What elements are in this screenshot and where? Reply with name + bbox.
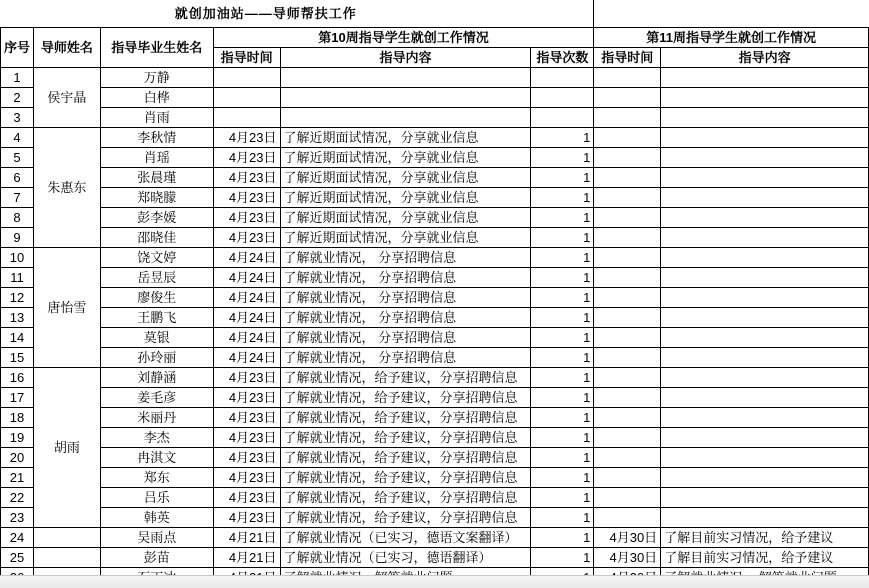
guidance-count-cell[interactable]: 1 xyxy=(531,368,594,388)
guidance-time-week11-cell[interactable] xyxy=(594,408,661,428)
guidance-time-week11-cell[interactable] xyxy=(594,288,661,308)
sheet-title[interactable]: 就创加油站——导师帮扶工作 xyxy=(1,0,531,28)
guidance-content-week11-cell[interactable] xyxy=(661,348,869,368)
guidance-time-week11-cell[interactable] xyxy=(594,328,661,348)
table-row xyxy=(1,488,869,508)
guidance-content-cell[interactable]: 了解就业情况， 分享招聘信息 xyxy=(280,268,531,288)
table-row xyxy=(1,448,869,468)
table-row xyxy=(1,208,869,228)
guidance-time-cell[interactable]: 4月24日 xyxy=(213,348,280,368)
guidance-content-cell[interactable]: 了解就业情况， 分享招聘信息 xyxy=(280,288,531,308)
guidance-time-week11-cell[interactable] xyxy=(594,188,661,208)
student-name-cell[interactable]: 饶文婷 xyxy=(100,248,213,268)
guidance-count-cell[interactable]: 1 xyxy=(531,428,594,448)
student-name-cell[interactable]: 莫银 xyxy=(100,328,213,348)
guidance-content-cell[interactable]: 了解就业情况（已实习，德语翻译） xyxy=(280,548,531,568)
header-seq[interactable]: 序号 xyxy=(1,28,34,68)
guidance-content-week11-cell[interactable] xyxy=(661,388,869,408)
guidance-time-week11-cell[interactable] xyxy=(594,468,661,488)
guidance-time-cell[interactable]: 4月23日 xyxy=(213,168,280,188)
guidance-time-week11-cell[interactable] xyxy=(594,168,661,188)
guidance-content-week11-cell[interactable] xyxy=(661,128,869,148)
guidance-content-cell[interactable]: 了解近期面试情况，分享就业信息 xyxy=(280,228,531,248)
guidance-time-week11-cell[interactable] xyxy=(594,508,661,528)
guidance-time-week11-cell[interactable] xyxy=(594,208,661,228)
guidance-count-cell[interactable]: 1 xyxy=(531,188,594,208)
header-count[interactable]: 指导次数 xyxy=(531,48,594,68)
seq-cell[interactable]: 22 xyxy=(1,488,34,508)
guidance-time-week11-cell[interactable]: 4月30日 xyxy=(594,528,661,548)
guidance-content-week11-cell[interactable] xyxy=(661,468,869,488)
guidance-count-cell[interactable]: 1 xyxy=(531,328,594,348)
seq-cell[interactable]: 25 xyxy=(1,548,34,568)
seq-cell[interactable]: 7 xyxy=(1,188,34,208)
guidance-time-cell[interactable] xyxy=(213,68,280,88)
seq-cell[interactable]: 19 xyxy=(1,428,34,448)
guidance-time-cell[interactable]: 4月23日 xyxy=(213,128,280,148)
header-time[interactable]: 指导时间 xyxy=(213,48,280,68)
guidance-count-cell[interactable]: 1 xyxy=(531,448,594,468)
seq-cell[interactable]: 15 xyxy=(1,348,34,368)
student-name-cell[interactable]: 王鹏飞 xyxy=(100,308,213,328)
guidance-count-cell[interactable] xyxy=(531,88,594,108)
guidance-time-cell[interactable]: 4月24日 xyxy=(213,248,280,268)
seq-cell[interactable]: 6 xyxy=(1,168,34,188)
guidance-time-cell[interactable]: 4月23日 xyxy=(213,228,280,248)
guidance-content-cell[interactable]: 了解就业情况，给予建议，分享招聘信息 xyxy=(280,508,531,528)
student-name-cell[interactable]: 姜毛彦 xyxy=(100,388,213,408)
guidance-time-cell[interactable]: 4月23日 xyxy=(213,368,280,388)
student-name-cell[interactable]: 廖俊生 xyxy=(100,288,213,308)
seq-cell[interactable]: 13 xyxy=(1,308,34,328)
guidance-content-cell[interactable] xyxy=(280,88,531,108)
guidance-time-cell[interactable] xyxy=(213,88,280,108)
table-row xyxy=(1,228,869,248)
guidance-time-week11-cell[interactable] xyxy=(594,488,661,508)
guidance-time-cell[interactable] xyxy=(213,108,280,128)
guidance-time-week11-cell[interactable] xyxy=(594,348,661,368)
guidance-count-cell[interactable]: 1 xyxy=(531,128,594,148)
guidance-time-week11-cell[interactable] xyxy=(594,368,661,388)
guidance-content-week11-cell[interactable] xyxy=(661,88,869,108)
table-row xyxy=(1,508,869,528)
guidance-content-cell[interactable]: 了解就业情况，给予建议，分享招聘信息 xyxy=(280,488,531,508)
guidance-content-cell[interactable]: 了解近期面试情况，分享就业信息 xyxy=(280,188,531,208)
guidance-time-week11-cell[interactable] xyxy=(594,268,661,288)
guidance-content-week11-cell[interactable] xyxy=(661,428,869,448)
seq-cell[interactable]: 24 xyxy=(1,528,34,548)
table-row xyxy=(1,248,869,268)
guidance-time-cell[interactable]: 4月23日 xyxy=(213,428,280,448)
guidance-content-week11-cell[interactable] xyxy=(661,188,869,208)
table-row xyxy=(1,388,869,408)
table-row xyxy=(1,188,869,208)
guidance-count-cell[interactable]: 1 xyxy=(531,348,594,368)
guidance-content-week11-cell[interactable] xyxy=(661,508,869,528)
guidance-content-cell[interactable]: 了解近期面试情况，分享就业信息 xyxy=(280,148,531,168)
student-name-cell[interactable]: 张晨瑾 xyxy=(100,168,213,188)
student-name-cell[interactable]: 李秋情 xyxy=(100,128,213,148)
guidance-time-week11-cell[interactable] xyxy=(594,68,661,88)
mentor-name-cell[interactable]: 胡雨 xyxy=(33,368,100,528)
guidance-time-week11-cell[interactable] xyxy=(594,448,661,468)
guidance-count-cell[interactable] xyxy=(531,68,594,88)
guidance-time-week11-cell[interactable] xyxy=(594,108,661,128)
student-name-cell[interactable]: 彭苗 xyxy=(100,548,213,568)
guidance-count-cell[interactable]: 1 xyxy=(531,408,594,428)
student-name-cell[interactable]: 万静 xyxy=(100,68,213,88)
guidance-time-week11-cell[interactable] xyxy=(594,88,661,108)
guidance-content-cell[interactable]: 了解就业情况，给予建议，分享招聘信息 xyxy=(280,388,531,408)
guidance-content-week11-cell[interactable] xyxy=(661,228,869,248)
table-row xyxy=(1,328,869,348)
guidance-content-cell[interactable]: 了解就业情况， 分享招聘信息 xyxy=(280,248,531,268)
seq-cell[interactable]: 10 xyxy=(1,248,34,268)
seq-cell[interactable]: 23 xyxy=(1,508,34,528)
guidance-content-week11-cell[interactable] xyxy=(661,408,869,428)
guidance-content-week11-cell[interactable] xyxy=(661,488,869,508)
guidance-content-cell[interactable] xyxy=(280,108,531,128)
title-blank-cell[interactable] xyxy=(531,0,594,28)
seq-cell[interactable]: 14 xyxy=(1,328,34,348)
guidance-count-cell[interactable]: 1 xyxy=(531,168,594,188)
guidance-count-cell[interactable]: 1 xyxy=(531,548,594,568)
guidance-content-week11-cell[interactable] xyxy=(661,308,869,328)
header-time-week11[interactable]: 指导时间 xyxy=(594,48,661,68)
table-row xyxy=(1,108,869,128)
seq-cell[interactable]: 5 xyxy=(1,148,34,168)
guidance-time-cell[interactable]: 4月23日 xyxy=(213,468,280,488)
student-name-cell[interactable]: 韩英 xyxy=(100,508,213,528)
seq-cell[interactable]: 1 xyxy=(1,68,34,88)
student-name-cell[interactable]: 郑晓朦 xyxy=(100,188,213,208)
guidance-content-cell[interactable]: 了解就业情况，给予建议，分享招聘信息 xyxy=(280,408,531,428)
student-name-cell[interactable]: 吴雨点 xyxy=(100,528,213,548)
mentor-name-cell[interactable] xyxy=(33,548,100,568)
guidance-time-week11-cell[interactable]: 4月30日 xyxy=(594,548,661,568)
table-row xyxy=(1,88,869,108)
header-content-week11[interactable]: 指导内容 xyxy=(661,48,869,68)
guidance-count-cell[interactable]: 1 xyxy=(531,228,594,248)
guidance-time-week11-cell[interactable] xyxy=(594,248,661,268)
guidance-content-cell[interactable]: 了解就业情况，给予建议，分享招聘信息 xyxy=(280,368,531,388)
guidance-content-week11-cell[interactable] xyxy=(661,268,869,288)
guidance-time-cell[interactable]: 4月24日 xyxy=(213,328,280,348)
seq-cell[interactable]: 18 xyxy=(1,408,34,428)
guidance-time-cell[interactable]: 4月24日 xyxy=(213,288,280,308)
guidance-content-week11-cell[interactable] xyxy=(661,368,869,388)
seq-cell[interactable]: 20 xyxy=(1,448,34,468)
student-name-cell[interactable]: 肖雨 xyxy=(100,108,213,128)
seq-cell[interactable]: 21 xyxy=(1,468,34,488)
student-name-cell[interactable]: 肖瑶 xyxy=(100,148,213,168)
seq-cell[interactable]: 3 xyxy=(1,108,34,128)
student-name-cell[interactable]: 岳昱辰 xyxy=(100,268,213,288)
table-row xyxy=(1,128,869,148)
guidance-count-cell[interactable]: 1 xyxy=(531,528,594,548)
guidance-count-cell[interactable]: 1 xyxy=(531,268,594,288)
seq-cell[interactable]: 2 xyxy=(1,88,34,108)
table-row xyxy=(1,528,869,548)
mentor-name-cell[interactable]: 唐怡雪 xyxy=(33,248,100,368)
guidance-content-week11-cell[interactable]: 了解目前实习情况，给予建议 xyxy=(661,528,869,548)
seq-cell[interactable]: 9 xyxy=(1,228,34,248)
guidance-content-week11-cell[interactable] xyxy=(661,448,869,468)
seq-cell[interactable]: 11 xyxy=(1,268,34,288)
guidance-content-cell[interactable]: 了解就业情况，给予建议，分享招聘信息 xyxy=(280,448,531,468)
guidance-count-cell[interactable]: 1 xyxy=(531,208,594,228)
guidance-count-cell[interactable]: 1 xyxy=(531,468,594,488)
table-row xyxy=(1,348,869,368)
guidance-content-cell[interactable] xyxy=(280,68,531,88)
table-row xyxy=(1,428,869,448)
table-row xyxy=(1,68,869,88)
seq-cell[interactable]: 17 xyxy=(1,388,34,408)
guidance-content-cell[interactable]: 了解近期面试情况，分享就业信息 xyxy=(280,208,531,228)
guidance-content-week11-cell[interactable] xyxy=(661,328,869,348)
guidance-time-week11-cell[interactable] xyxy=(594,228,661,248)
table-row xyxy=(1,168,869,188)
table-row xyxy=(1,308,869,328)
header-content[interactable]: 指导内容 xyxy=(280,48,531,68)
guidance-time-cell[interactable]: 4月23日 xyxy=(213,448,280,468)
guidance-time-week11-cell[interactable] xyxy=(594,308,661,328)
table-row xyxy=(1,148,869,168)
header-week10[interactable]: 第10周指导学生就创工作情况 xyxy=(213,28,594,48)
guidance-time-cell[interactable]: 4月23日 xyxy=(213,208,280,228)
student-name-cell[interactable]: 孙玲丽 xyxy=(100,348,213,368)
header-mentor[interactable]: 导师姓名 xyxy=(33,28,100,68)
guidance-content-week11-cell[interactable] xyxy=(661,288,869,308)
guidance-count-cell[interactable]: 1 xyxy=(531,388,594,408)
student-name-cell[interactable]: 白桦 xyxy=(100,88,213,108)
header-week11[interactable]: 第11周指导学生就创工作情况 xyxy=(594,28,869,48)
guidance-time-week11-cell[interactable] xyxy=(594,128,661,148)
table-row xyxy=(1,548,869,568)
header-student[interactable]: 指导毕业生姓名 xyxy=(100,28,213,68)
guidance-count-cell[interactable] xyxy=(531,108,594,128)
mentor-name-cell[interactable] xyxy=(33,528,100,548)
guidance-time-week11-cell[interactable] xyxy=(594,428,661,448)
seq-cell[interactable]: 4 xyxy=(1,128,34,148)
sheet-scroll-edge xyxy=(0,575,869,588)
guidance-content-cell[interactable]: 了解就业情况， 分享招聘信息 xyxy=(280,308,531,328)
guidance-content-cell[interactable]: 了解近期面试情况，分享就业信息 xyxy=(280,168,531,188)
guidance-count-cell[interactable]: 1 xyxy=(531,308,594,328)
student-name-cell[interactable]: 冉淇文 xyxy=(100,448,213,468)
guidance-time-cell[interactable]: 4月23日 xyxy=(213,148,280,168)
guidance-time-cell[interactable]: 4月23日 xyxy=(213,408,280,428)
table-row xyxy=(1,268,869,288)
guidance-time-cell[interactable]: 4月23日 xyxy=(213,188,280,208)
guidance-time-cell[interactable]: 4月24日 xyxy=(213,268,280,288)
guidance-time-cell[interactable]: 4月21日 xyxy=(213,528,280,548)
student-name-cell[interactable]: 邵晓佳 xyxy=(100,228,213,248)
guidance-content-cell[interactable]: 了解就业情况，给予建议，分享招聘信息 xyxy=(280,428,531,448)
table-row xyxy=(1,468,869,488)
guidance-time-cell[interactable]: 4月21日 xyxy=(213,548,280,568)
seq-cell[interactable]: 12 xyxy=(1,288,34,308)
title-right-cell[interactable] xyxy=(594,0,869,28)
table-row xyxy=(1,288,869,308)
student-name-cell[interactable]: 米丽丹 xyxy=(100,408,213,428)
table-row xyxy=(1,408,869,428)
guidance-time-week11-cell[interactable] xyxy=(594,388,661,408)
seq-cell[interactable]: 8 xyxy=(1,208,34,228)
guidance-content-cell[interactable]: 了解近期面试情况，分享就业信息 xyxy=(280,128,531,148)
guidance-count-cell[interactable]: 1 xyxy=(531,148,594,168)
student-name-cell[interactable]: 李杰 xyxy=(100,428,213,448)
student-name-cell[interactable]: 彭李媛 xyxy=(100,208,213,228)
guidance-time-cell[interactable]: 4月24日 xyxy=(213,308,280,328)
guidance-content-cell[interactable]: 了解就业情况（已实习，德语文案翻译） xyxy=(280,528,531,548)
mentor-name-cell[interactable]: 朱惠东 xyxy=(33,128,100,248)
guidance-time-cell[interactable]: 4月23日 xyxy=(213,388,280,408)
guidance-content-cell[interactable]: 了解就业情况， 分享招聘信息 xyxy=(280,328,531,348)
guidance-content-cell[interactable]: 了解就业情况，给予建议，分享招聘信息 xyxy=(280,468,531,488)
guidance-content-week11-cell[interactable] xyxy=(661,248,869,268)
guidance-content-week11-cell[interactable] xyxy=(661,208,869,228)
guidance-count-cell[interactable]: 1 xyxy=(531,508,594,528)
guidance-content-week11-cell[interactable] xyxy=(661,148,869,168)
guidance-time-cell[interactable]: 4月23日 xyxy=(213,508,280,528)
guidance-count-cell[interactable]: 1 xyxy=(531,248,594,268)
student-name-cell[interactable]: 吕乐 xyxy=(100,488,213,508)
student-name-cell[interactable]: 郑东 xyxy=(100,468,213,488)
guidance-content-week11-cell[interactable] xyxy=(661,108,869,128)
guidance-count-cell[interactable]: 1 xyxy=(531,488,594,508)
guidance-content-cell[interactable]: 了解就业情况， 分享招聘信息 xyxy=(280,348,531,368)
guidance-time-week11-cell[interactable] xyxy=(594,148,661,168)
guidance-time-cell[interactable]: 4月23日 xyxy=(213,488,280,508)
guidance-content-week11-cell[interactable]: 了解目前实习情况，给予建议 xyxy=(661,548,869,568)
student-name-cell[interactable]: 刘静涵 xyxy=(100,368,213,388)
guidance-content-week11-cell[interactable] xyxy=(661,168,869,188)
seq-cell[interactable]: 16 xyxy=(1,368,34,388)
mentor-name-cell[interactable]: 侯宇晶 xyxy=(33,68,100,128)
guidance-content-week11-cell[interactable] xyxy=(661,68,869,88)
guidance-count-cell[interactable]: 1 xyxy=(531,288,594,308)
table-row xyxy=(1,368,869,388)
